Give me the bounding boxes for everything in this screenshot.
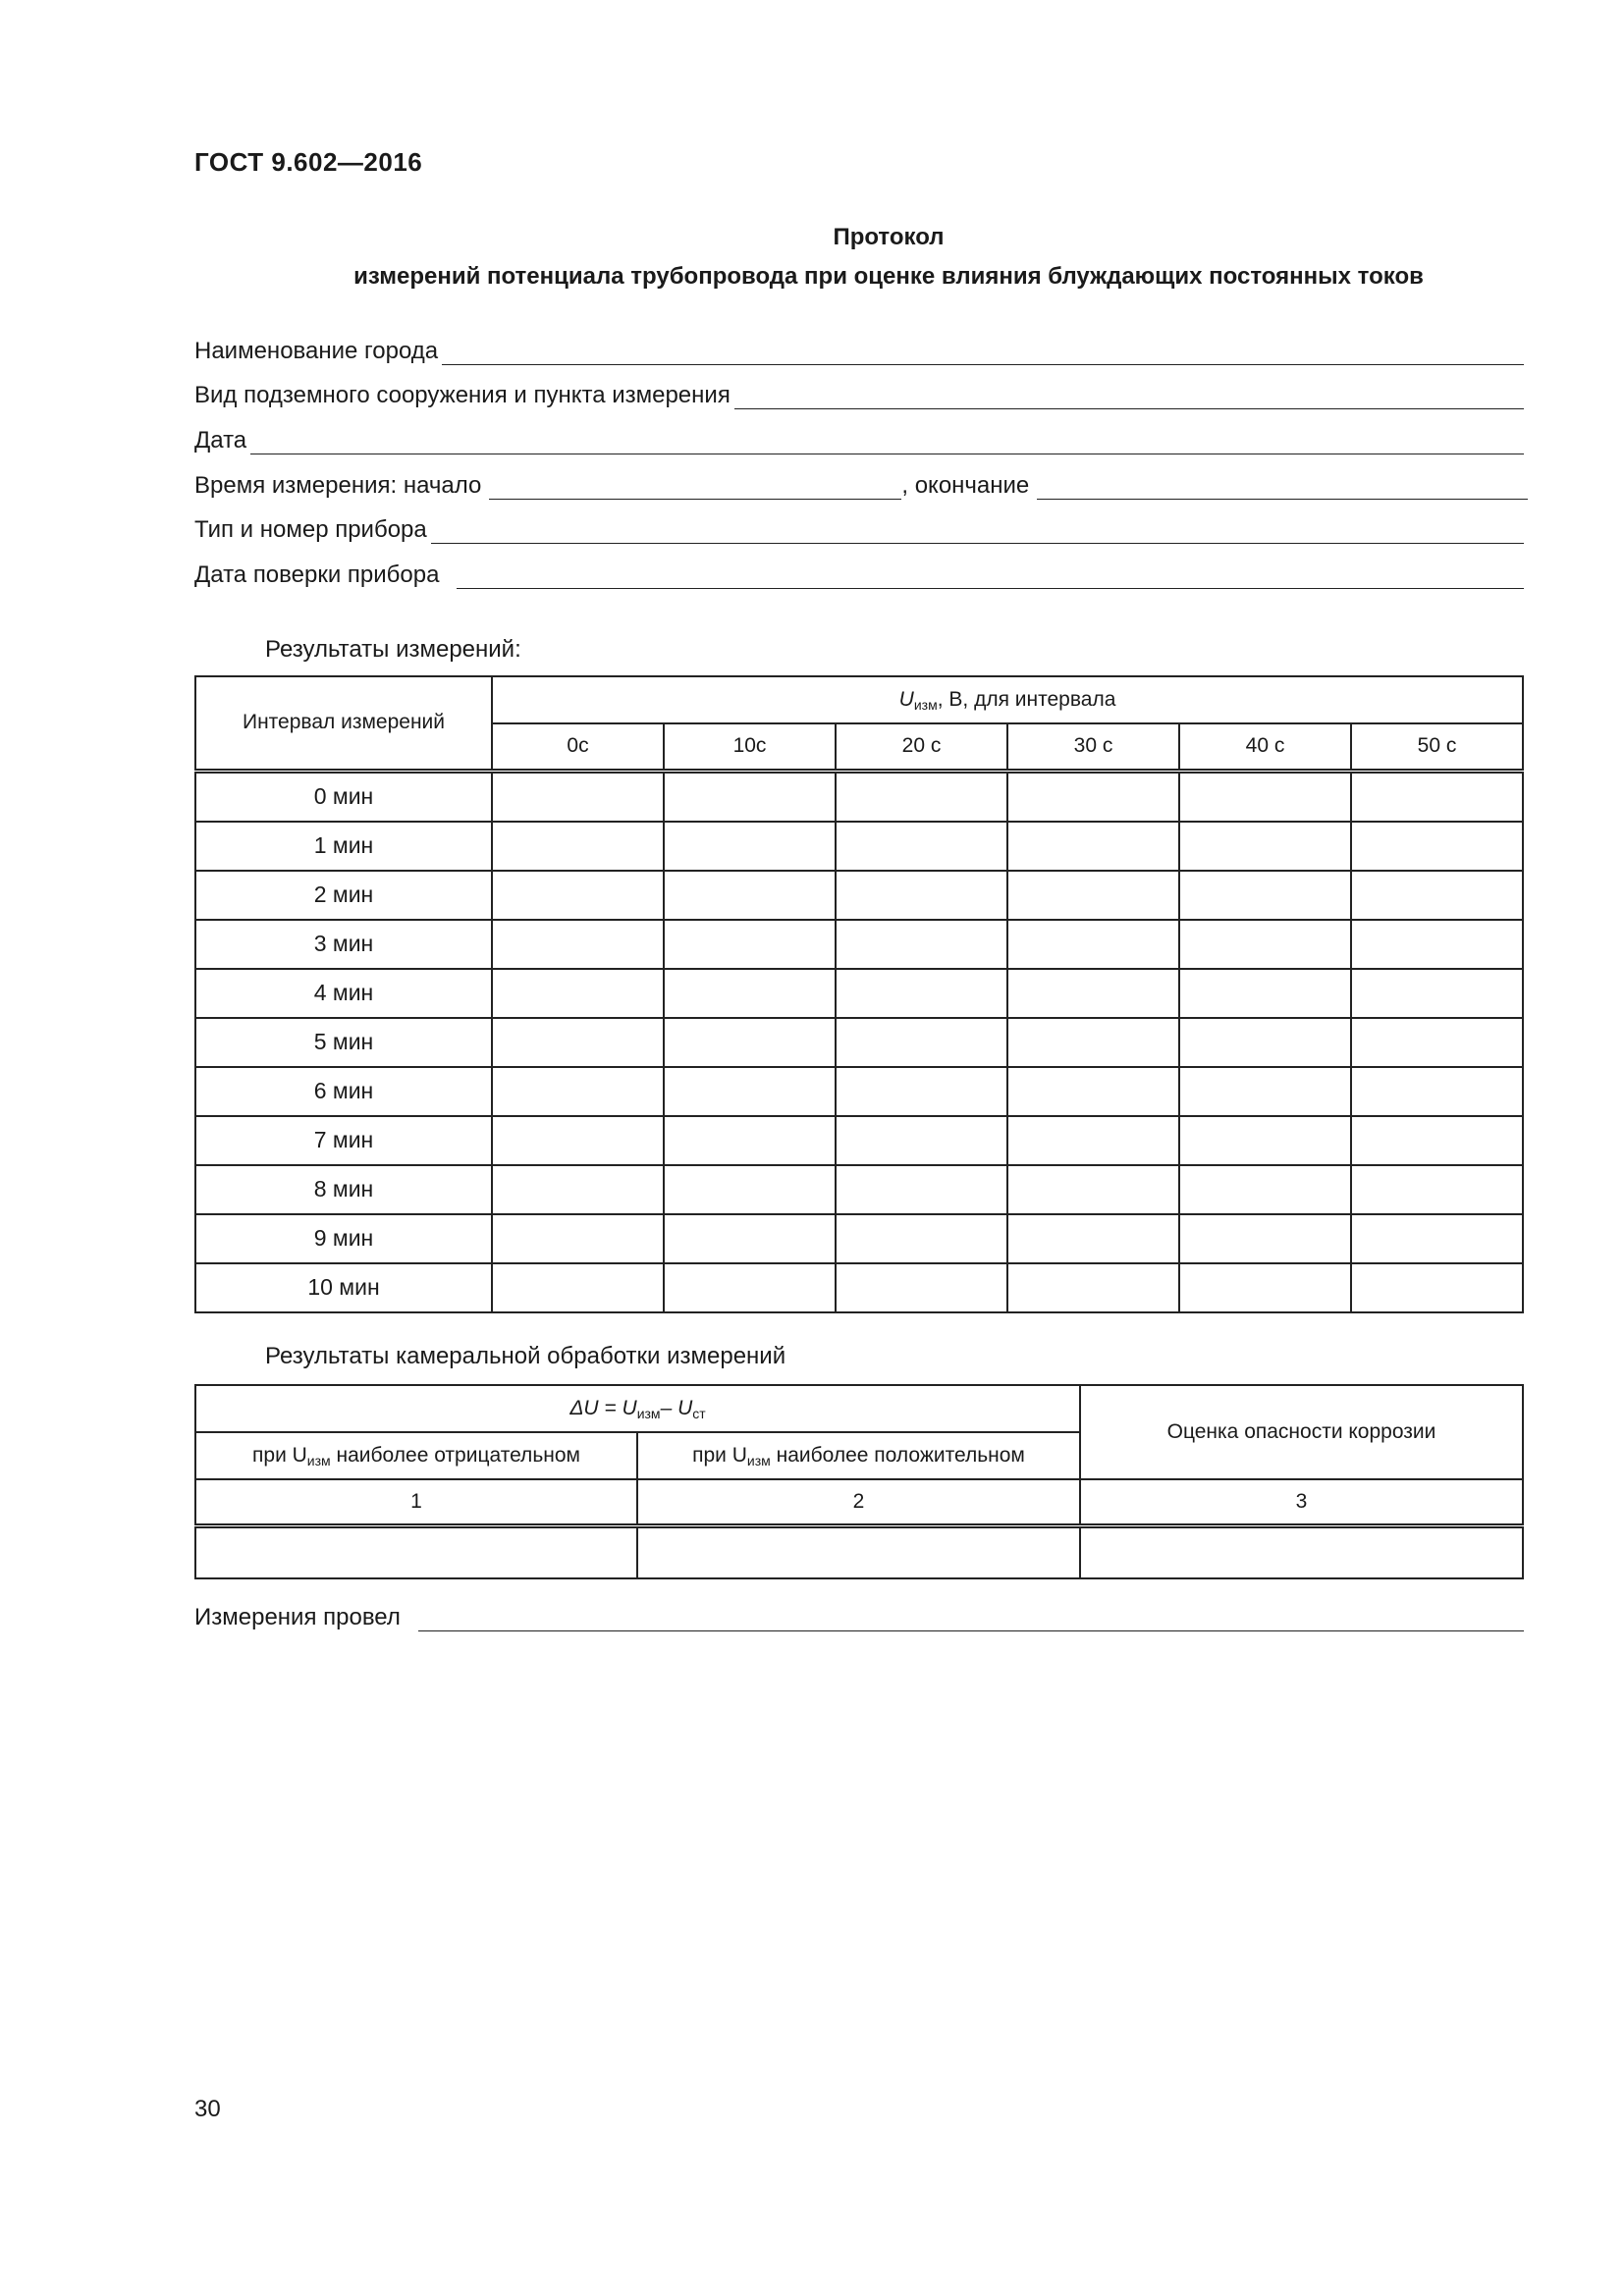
- data-cell[interactable]: [1351, 1165, 1523, 1214]
- results-table: [194, 675, 1524, 1313]
- table-row: [195, 771, 1523, 822]
- results-caption: Результаты измерений:: [265, 636, 521, 663]
- data-cell[interactable]: [1007, 871, 1179, 920]
- data-cell[interactable]: [1007, 969, 1179, 1018]
- row-label: 6 мин: [195, 1067, 492, 1116]
- data-cell[interactable]: [664, 771, 836, 822]
- delta-u-header: $\Delta U = U_{изм}-$ $U_{ст}$: [195, 1385, 1080, 1432]
- column-header: 50 с: [1351, 723, 1523, 771]
- data-cell[interactable]: [1351, 871, 1523, 920]
- field-signature-line[interactable]: [418, 1607, 1524, 1631]
- field-date: [194, 423, 1524, 454]
- row-label: 8 мин: [195, 1165, 492, 1214]
- column-number: 1: [195, 1479, 637, 1526]
- data-cell[interactable]: [836, 871, 1007, 920]
- document-header: ГОСТ 9.602—2016: [194, 147, 423, 177]
- data-cell[interactable]: [1007, 1067, 1179, 1116]
- data-cell[interactable]: [492, 969, 664, 1018]
- row-header-interval: Интервал измерений: [195, 676, 492, 771]
- data-cell[interactable]: [637, 1526, 1080, 1579]
- row-label: 5 мин: [195, 1018, 492, 1067]
- data-cell[interactable]: [836, 1067, 1007, 1116]
- table-row: [195, 969, 1523, 1018]
- data-cell[interactable]: [492, 1116, 664, 1165]
- data-cell[interactable]: [664, 1018, 836, 1067]
- column-header: 0с: [492, 723, 664, 771]
- data-cell[interactable]: [664, 969, 836, 1018]
- field-time-start-line[interactable]: [489, 475, 901, 500]
- data-cell[interactable]: [1007, 1263, 1179, 1312]
- column-number: 2: [637, 1479, 1080, 1526]
- data-cell[interactable]: [1351, 969, 1523, 1018]
- row-label: 10 мин: [195, 1263, 492, 1312]
- data-cell[interactable]: [492, 1214, 664, 1263]
- data-cell[interactable]: [836, 1214, 1007, 1263]
- data-cell[interactable]: [1179, 1067, 1351, 1116]
- data-cell[interactable]: [1179, 771, 1351, 822]
- row-label: 9 мин: [195, 1214, 492, 1263]
- row-label: 7 мин: [195, 1116, 492, 1165]
- data-cell[interactable]: [1007, 1018, 1179, 1067]
- data-cell[interactable]: [492, 1165, 664, 1214]
- data-cell[interactable]: [1351, 1263, 1523, 1312]
- field-city-line[interactable]: [442, 341, 1524, 365]
- assessment-header: Оценка опасности коррозии: [1080, 1385, 1523, 1479]
- data-cell[interactable]: [1351, 1018, 1523, 1067]
- data-cell[interactable]: [1179, 1018, 1351, 1067]
- data-cell[interactable]: [836, 920, 1007, 969]
- field-date-label: Дата: [194, 427, 247, 454]
- field-city: [194, 334, 1524, 365]
- data-cell[interactable]: [664, 1263, 836, 1312]
- data-cell[interactable]: [1351, 1214, 1523, 1263]
- data-cell[interactable]: [1007, 771, 1179, 822]
- table-row: [195, 871, 1523, 920]
- field-verification: [194, 558, 1524, 589]
- field-structure-line[interactable]: [734, 385, 1524, 409]
- data-cell[interactable]: [1179, 1263, 1351, 1312]
- data-cell[interactable]: [1007, 1116, 1179, 1165]
- table-row: [195, 1116, 1523, 1165]
- data-cell[interactable]: [1351, 1116, 1523, 1165]
- data-cell[interactable]: [1007, 920, 1179, 969]
- data-cell[interactable]: [1080, 1526, 1523, 1579]
- data-cell[interactable]: [1351, 1067, 1523, 1116]
- data-cell[interactable]: [836, 1018, 1007, 1067]
- data-cell[interactable]: [664, 1214, 836, 1263]
- most-positive-header: при $U_{изм}$ наиболее положительном: [637, 1432, 1080, 1479]
- row-label: 2 мин: [195, 871, 492, 920]
- protocol-subtitle: измерений потенциала трубопровода при оценке влияния блуждающих постоянных токов: [353, 263, 1424, 290]
- field-time-end-label: , окончание: [901, 472, 1030, 499]
- data-cell[interactable]: [836, 1116, 1007, 1165]
- data-cell[interactable]: [1179, 920, 1351, 969]
- data-cell[interactable]: [1007, 822, 1179, 871]
- field-time-end-line[interactable]: [1037, 475, 1528, 500]
- column-number: 3: [1080, 1479, 1523, 1526]
- column-header: 30 с: [1007, 723, 1179, 771]
- row-label: 3 мин: [195, 920, 492, 969]
- most-negative-header: при $U_{изм}$ наиболее отрицательном: [195, 1432, 637, 1479]
- table-row: [195, 1165, 1523, 1214]
- field-device-label: Тип и номер прибора: [194, 516, 427, 543]
- row-label: 4 мин: [195, 969, 492, 1018]
- data-cell[interactable]: [492, 1018, 664, 1067]
- data-cell[interactable]: [664, 1116, 836, 1165]
- data-cell[interactable]: [1179, 1214, 1351, 1263]
- data-cell[interactable]: [195, 1526, 637, 1579]
- field-structure-label: Вид подземного сооружения и пункта измерения: [194, 382, 731, 408]
- data-cell[interactable]: [664, 1165, 836, 1214]
- data-cell[interactable]: [1351, 920, 1523, 969]
- field-time: [194, 468, 1528, 500]
- data-cell[interactable]: [1179, 1116, 1351, 1165]
- table-row: [195, 1067, 1523, 1116]
- row-label: 1 мин: [195, 822, 492, 871]
- data-cell[interactable]: [664, 1067, 836, 1116]
- field-verification-label: Дата поверки прибора: [194, 561, 440, 588]
- data-cell[interactable]: [836, 1263, 1007, 1312]
- table-row: [195, 1214, 1523, 1263]
- field-signature: [194, 1600, 1524, 1631]
- column-header: 10с: [664, 723, 836, 771]
- data-cell[interactable]: [1179, 822, 1351, 871]
- data-cell[interactable]: [1007, 1165, 1179, 1214]
- field-city-label: Наименование города: [194, 338, 439, 364]
- column-header: 40 с: [1179, 723, 1351, 771]
- data-cell[interactable]: [1179, 1165, 1351, 1214]
- processing-caption: Результаты камеральной обработки измерений: [265, 1343, 786, 1369]
- data-cell[interactable]: [836, 969, 1007, 1018]
- field-date-line[interactable]: [250, 430, 1524, 454]
- table-row: [195, 920, 1523, 969]
- field-device-line[interactable]: [431, 519, 1524, 544]
- data-cell[interactable]: [492, 920, 664, 969]
- field-signature-label: Измерения провел: [194, 1604, 401, 1630]
- column-header: 20 с: [836, 723, 1007, 771]
- field-time-start-label: Время измерения: начало: [194, 472, 482, 499]
- page-number: 30: [194, 2096, 221, 2122]
- data-cell[interactable]: [836, 771, 1007, 822]
- data-cell[interactable]: [664, 920, 836, 969]
- data-cell[interactable]: [664, 871, 836, 920]
- data-cell[interactable]: [1179, 871, 1351, 920]
- data-cell[interactable]: [836, 1165, 1007, 1214]
- row-label: 0 мин: [195, 771, 492, 822]
- field-device: [194, 512, 1524, 544]
- field-structure: [194, 378, 1524, 409]
- table-row: [195, 1263, 1523, 1312]
- data-cell[interactable]: [492, 822, 664, 871]
- table-row: [195, 1018, 1523, 1067]
- data-cell[interactable]: [492, 1067, 664, 1116]
- table-row: [195, 822, 1523, 871]
- data-cell[interactable]: [1351, 771, 1523, 822]
- group-header-u: $U_{изм}$, В, для интервала: [492, 676, 1523, 723]
- data-cell[interactable]: [492, 871, 664, 920]
- protocol-title: Протокол: [833, 224, 945, 250]
- data-cell[interactable]: [1007, 1214, 1179, 1263]
- data-cell[interactable]: [836, 822, 1007, 871]
- data-cell[interactable]: [492, 771, 664, 822]
- data-cell[interactable]: [492, 1263, 664, 1312]
- data-cell[interactable]: [1351, 822, 1523, 871]
- processing-table: [194, 1384, 1524, 1579]
- data-cell[interactable]: [1179, 969, 1351, 1018]
- field-verification-line[interactable]: [457, 564, 1524, 589]
- data-cell[interactable]: [664, 822, 836, 871]
